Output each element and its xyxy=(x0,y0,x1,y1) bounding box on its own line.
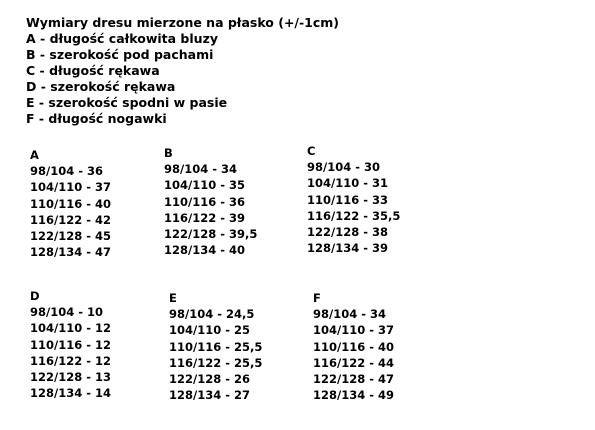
size-row: 116/122 - 42 xyxy=(30,212,111,227)
size-row: 116/122 - 39 xyxy=(164,210,245,225)
size-row: 116/122 - 12 xyxy=(30,353,111,368)
size-row: 104/110 - 12 xyxy=(30,321,111,336)
legend-item-b: B - szerokość pod pachami xyxy=(26,47,214,62)
size-row: 98/104 - 34 xyxy=(164,162,237,177)
group-label: C xyxy=(307,144,316,158)
size-row: 110/116 - 40 xyxy=(30,196,111,211)
size-row: 116/122 - 25,5 xyxy=(169,355,263,370)
legend-item-c: C - długość rękawa xyxy=(26,63,160,78)
legend-item-e: E - szerokość spodni w pasie xyxy=(26,95,228,110)
size-row: 116/122 - 35,5 xyxy=(307,208,401,223)
legend-title: Wymiary dresu mierzone na płasko (+/-1cm) xyxy=(26,15,340,30)
size-row: 110/116 - 40 xyxy=(313,339,394,354)
size-row: 122/128 - 39,5 xyxy=(164,227,258,242)
size-group-e xyxy=(169,290,262,403)
size-row: 122/128 - 13 xyxy=(30,370,111,385)
size-row: 116/122 - 44 xyxy=(313,355,394,370)
group-label: A xyxy=(30,148,39,162)
size-row: 128/134 - 27 xyxy=(169,388,250,403)
size-group-c xyxy=(307,143,400,256)
group-label: D xyxy=(30,289,40,303)
size-row: 104/110 - 25 xyxy=(169,323,250,338)
size-row: 110/116 - 12 xyxy=(30,337,111,352)
size-row: 104/110 - 37 xyxy=(313,323,394,338)
size-row: 128/134 - 40 xyxy=(164,243,245,258)
size-row: 110/116 - 25,5 xyxy=(169,339,263,354)
size-row: 104/110 - 35 xyxy=(164,178,245,193)
size-row: 104/110 - 37 xyxy=(30,180,111,195)
size-row: 98/104 - 30 xyxy=(307,160,380,175)
size-row: 122/128 - 26 xyxy=(169,372,250,387)
size-row: 122/128 - 38 xyxy=(307,225,388,240)
group-label: B xyxy=(164,146,173,160)
size-row: 128/134 - 49 xyxy=(313,388,394,403)
size-group-a xyxy=(30,147,111,260)
legend-item-d: D - szerokość rękawa xyxy=(26,79,176,94)
measurement-legend xyxy=(26,15,339,127)
group-label: E xyxy=(169,291,177,305)
legend-item-f: F - długość nogawki xyxy=(26,111,167,126)
size-row: 104/110 - 31 xyxy=(307,176,388,191)
size-row: 128/134 - 14 xyxy=(30,386,111,401)
size-row: 98/104 - 36 xyxy=(30,164,103,179)
size-group-f xyxy=(313,290,394,403)
size-row: 98/104 - 24,5 xyxy=(169,307,255,322)
size-row: 122/128 - 45 xyxy=(30,229,111,244)
group-label: F xyxy=(313,291,321,305)
size-row: 128/134 - 39 xyxy=(307,241,388,256)
size-row: 128/134 - 47 xyxy=(30,245,111,260)
size-row: 122/128 - 47 xyxy=(313,372,394,387)
size-group-b xyxy=(164,145,257,258)
size-row: 110/116 - 33 xyxy=(307,192,388,207)
size-row: 98/104 - 10 xyxy=(30,305,103,320)
size-row: 98/104 - 34 xyxy=(313,307,386,322)
size-group-d xyxy=(30,288,111,401)
legend-item-a: A - długość całkowita bluzy xyxy=(26,31,218,46)
size-row: 110/116 - 36 xyxy=(164,194,245,209)
